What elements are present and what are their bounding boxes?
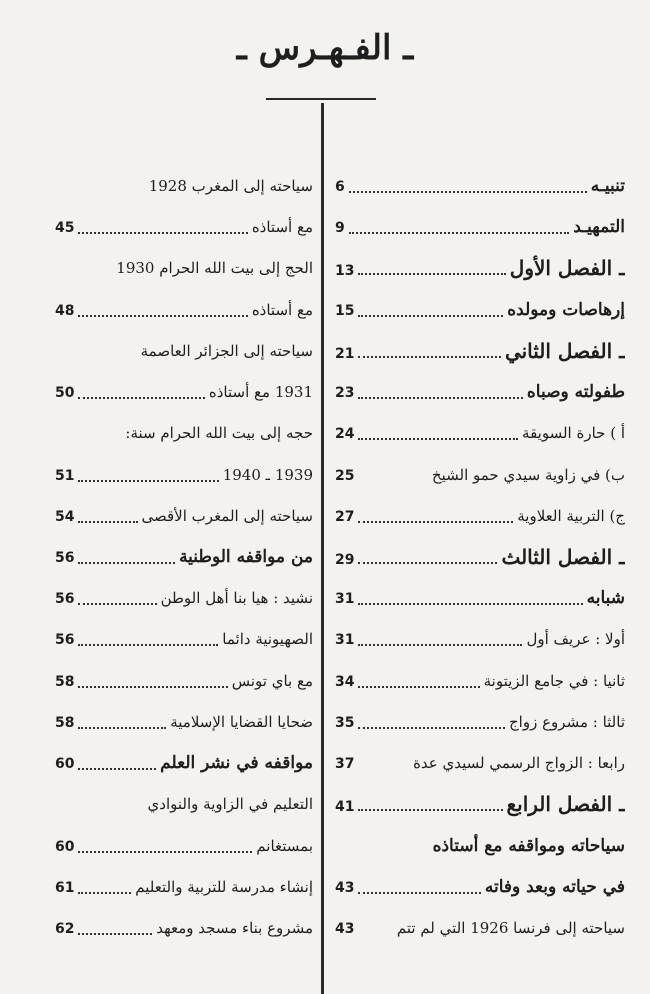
leader-dots	[358, 674, 479, 688]
toc-entry-title: مشروع بناء مسجد ومعهد	[156, 918, 313, 937]
toc-entry	[55, 827, 313, 865]
toc-entry-page: 31	[335, 632, 355, 649]
toc-entry-title: سياحته إلى فرنسا 1926 التي لم تتم	[396, 918, 625, 937]
toc-entry-title: ـ الفصل الأول	[509, 256, 625, 281]
leader-dots	[78, 550, 175, 564]
toc-entry-page: 37	[335, 756, 355, 773]
toc-entry-title: مواقفه في نشر العلم	[160, 753, 313, 774]
toc-entry-page: 6	[335, 179, 345, 195]
toc-entry-page: 23	[335, 385, 355, 402]
toc-entry-page: 35	[335, 714, 355, 731]
toc-entry-title: أولا : عريف أول	[526, 630, 625, 649]
toc-left-column	[55, 167, 313, 947]
toc-entry	[335, 785, 625, 823]
toc-entry	[335, 249, 625, 287]
toc-entry-page: 43	[335, 879, 355, 896]
leader-dots	[358, 632, 522, 646]
toc-entry-page: 45	[55, 220, 75, 237]
toc-entry-page: 43	[335, 920, 355, 937]
toc-entry-title: 1931 مع أستاذه	[208, 383, 313, 402]
toc-entry-title: سياحته إلى المغرب 1928	[148, 177, 313, 195]
toc-right-column	[335, 167, 625, 947]
leader-dots	[78, 880, 131, 894]
toc-entry-page: 24	[335, 426, 355, 443]
toc-entry-title: التمهيـد	[573, 217, 625, 238]
toc-entry-title: سياحاته ومواقفه مع أستاذه	[432, 835, 625, 856]
leader-dots	[358, 550, 497, 564]
toc-entry-title: مع أستاذه	[251, 300, 313, 319]
toc-entry-title: مع أستاذه	[251, 218, 313, 237]
leader-dots	[358, 880, 480, 894]
toc-entry-page: 51	[55, 467, 75, 484]
column-divider	[321, 103, 324, 994]
page-title: ـ الفـهـرس ـ	[236, 28, 414, 68]
toc-entry-title: ب) في زاوية سيدي حمو الشيخ	[431, 465, 625, 484]
leader-dots	[358, 715, 505, 729]
toc-entry	[335, 538, 625, 576]
toc-entry-title: في حياته وبعد وفاته	[484, 876, 625, 897]
toc-entry	[335, 414, 625, 452]
toc-entry	[55, 620, 313, 658]
toc-entry	[335, 373, 625, 411]
toc-entry-page: 60	[55, 838, 75, 855]
toc-entry-page: 9	[335, 220, 345, 237]
toc-entry-title: التعليم في الزاوية والنوادي	[147, 795, 313, 814]
toc-entry-page: 31	[335, 591, 355, 608]
toc-entry	[55, 414, 313, 452]
toc-entry-title: إرهاصات ومولده	[507, 299, 625, 320]
leader-dots	[78, 303, 247, 317]
leader-dots	[358, 344, 500, 358]
toc-entry	[55, 456, 313, 494]
leader-dots	[78, 756, 156, 770]
toc-entry-title: سياحته إلى المغرب الأقصى	[141, 506, 313, 525]
toc-entry-title: شبابه	[586, 588, 625, 609]
toc-entry	[55, 744, 313, 782]
toc-entry-page: 56	[55, 549, 75, 566]
toc-entry	[55, 868, 313, 906]
toc-entry	[335, 662, 625, 700]
leader-dots	[358, 509, 513, 523]
toc-entry-title: من مواقفه الوطنية	[179, 546, 313, 567]
title-rule	[266, 98, 376, 100]
toc-entry-title: ضحايا القضايا الإسلامية	[170, 712, 313, 731]
toc-entry	[55, 538, 313, 576]
toc-entry	[55, 785, 313, 823]
toc-entry-title: الحج إلى بيت الله الحرام 1930	[116, 259, 313, 278]
toc-entry	[55, 579, 313, 617]
toc-entry	[55, 291, 313, 329]
leader-dots	[358, 261, 505, 275]
leader-dots	[349, 220, 570, 234]
toc-entry	[55, 497, 313, 535]
leader-dots	[349, 179, 587, 193]
toc-entry-page: 29	[335, 551, 355, 568]
leader-dots	[358, 303, 503, 317]
toc-entry-title: ثالثا : مشروع زواج	[509, 712, 625, 731]
leader-dots	[78, 674, 227, 688]
leader-dots	[78, 715, 166, 729]
leader-dots	[78, 220, 247, 234]
toc-entry	[335, 291, 625, 329]
toc-entry-title: ـ الفصل الثاني	[504, 338, 625, 363]
toc-entry	[335, 579, 625, 617]
leader-dots	[358, 426, 518, 440]
toc-entry-page: 56	[55, 591, 75, 608]
toc-entry-title: تنبيـه	[590, 176, 625, 196]
toc-entry	[335, 744, 625, 782]
toc-entry	[335, 332, 625, 370]
toc-entry	[335, 827, 625, 865]
toc-entry-title: أ ) حارة السويقة	[522, 424, 625, 443]
toc-entry-title: ج) التربية العلاوية	[517, 506, 625, 525]
leader-dots	[78, 591, 156, 605]
leader-dots	[358, 385, 522, 399]
toc-entry-title: مع باي تونس	[231, 671, 313, 690]
toc-entry-page: 21	[335, 345, 355, 362]
toc-entry-page: 56	[55, 632, 75, 649]
leader-dots	[78, 385, 204, 399]
toc-entry-page: 54	[55, 508, 75, 525]
toc-entry-page: 41	[335, 799, 355, 816]
toc-entry	[335, 497, 625, 535]
toc-entry	[335, 620, 625, 658]
toc-entry	[55, 373, 313, 411]
toc-entry-title: حجه إلى بيت الله الحرام سنة:	[125, 424, 313, 443]
toc-entry	[335, 456, 625, 494]
toc-entry-page: 58	[55, 714, 75, 731]
toc-entry-page: 13	[335, 263, 355, 280]
toc-entry	[335, 208, 625, 246]
leader-dots	[78, 839, 252, 853]
toc-entry-title: ـ الفصل الثالث	[501, 544, 625, 569]
toc-entry-page: 62	[55, 920, 75, 937]
toc-entry	[55, 167, 313, 205]
toc-entry-page: 58	[55, 673, 75, 690]
leader-dots	[78, 509, 137, 523]
toc-entry-title: نشيد : هيا بنا أهل الوطن	[160, 589, 313, 608]
leader-dots	[78, 632, 218, 646]
toc-entry	[335, 909, 625, 947]
toc-entry-page: 60	[55, 756, 75, 773]
toc-entry-title: إنشاء مدرسة للتربية والتعليم	[135, 877, 313, 896]
toc-entry	[55, 662, 313, 700]
toc-entry	[335, 703, 625, 741]
toc-entry-page: 61	[55, 879, 75, 896]
toc-entry	[55, 249, 313, 287]
leader-dots	[78, 921, 152, 935]
toc-entry	[335, 167, 625, 205]
toc-entry-title: ثانيا : في جامع الزيتونة	[483, 671, 625, 690]
toc-entry	[55, 703, 313, 741]
toc-entry-page: 34	[335, 673, 355, 690]
leader-dots	[358, 797, 502, 811]
toc-entry-page: 25	[335, 467, 355, 484]
toc-entry	[55, 208, 313, 246]
leader-dots	[78, 468, 218, 482]
toc-entry	[55, 909, 313, 947]
toc-entry-title: سياحته إلى الجزائر العاصمة	[140, 341, 313, 360]
toc-entry-title: ـ الفصل الرابع	[506, 792, 625, 817]
leader-dots	[358, 591, 582, 605]
toc-entry-title: الصهيونية دائما	[222, 630, 313, 649]
toc-entry-title: طفولته وصباه	[526, 382, 625, 403]
toc-entry-title: 1939 ـ 1940	[222, 465, 313, 484]
toc-entry-page: 48	[55, 302, 75, 319]
toc-entry-page: 15	[335, 302, 355, 319]
toc-entry-page: 50	[55, 385, 75, 402]
toc-entry-title: رابعا : الزواج الرسمي لسيدي عدة	[413, 754, 625, 773]
toc-entry	[55, 332, 313, 370]
toc-entry-title: بمستغانم	[256, 836, 313, 855]
toc-entry-page: 27	[335, 508, 355, 525]
toc-entry	[335, 868, 625, 906]
